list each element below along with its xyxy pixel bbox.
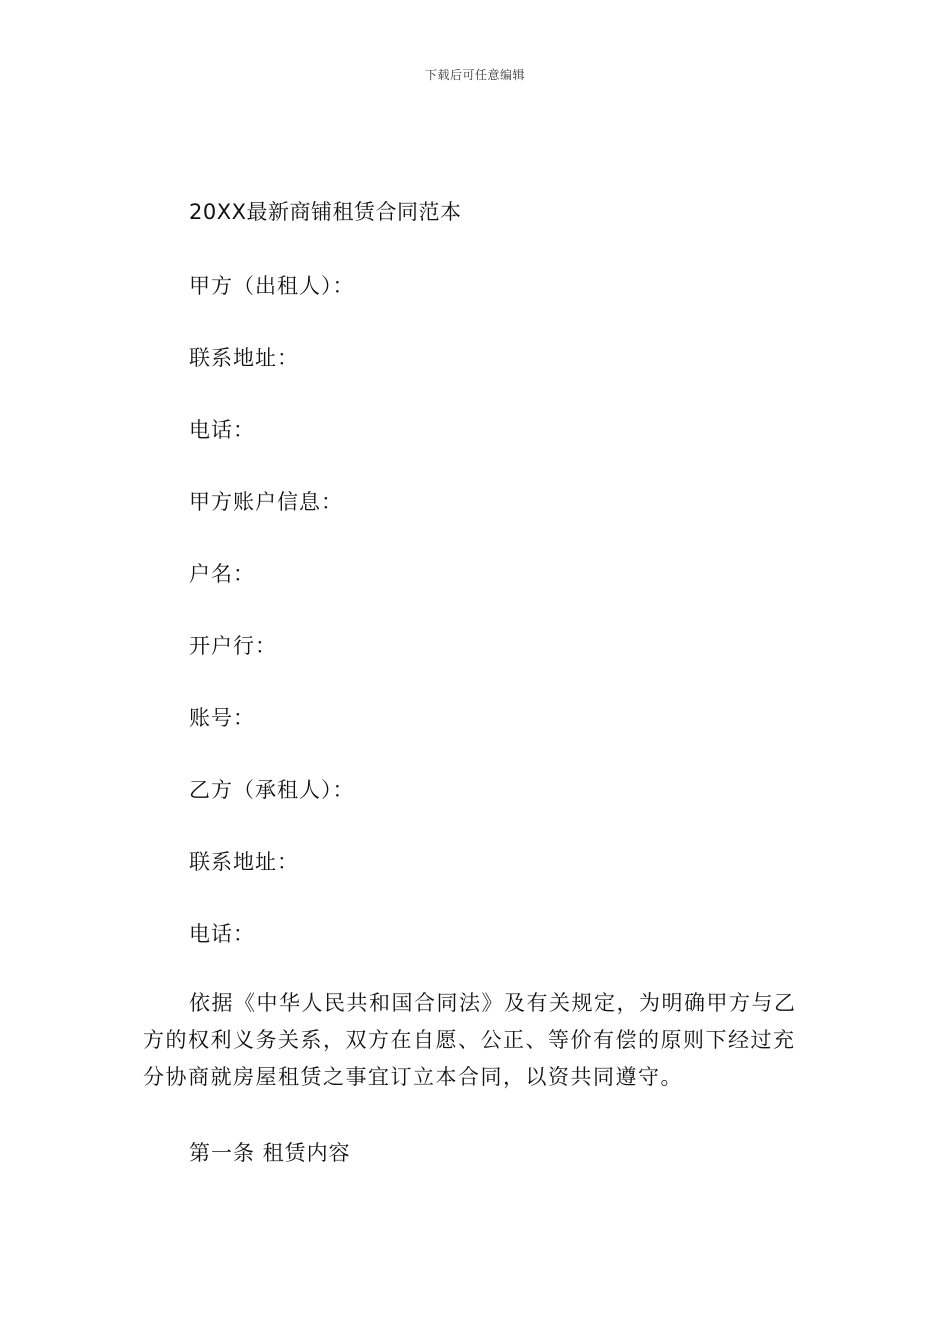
section-1-heading: 第一条 租赁内容 [189,1141,351,1165]
party-b-phone-label: 电话： [189,922,255,946]
party-b-address-label: 联系地址： [189,850,299,874]
intro-paragraph: 依据《中华人民共和国合同法》及有关规定，为明确甲方与乙方的权利义务关系，双方在自愿、公正、等价有偿的原则下经过充分协商就房屋租赁之事宜订立本合同，以资共同遵守。 [143,991,797,1089]
party-a-address-label: 联系地址： [189,346,299,370]
party-a-label: 甲方（出租人）： [189,274,355,298]
account-number-label: 账号： [189,706,255,730]
account-name-label: 户名： [189,562,255,586]
header-note: 下载后可任意编辑 [424,68,525,82]
party-a-phone-label: 电话： [189,418,255,442]
party-a-account-info-label: 甲方账户信息： [189,490,343,514]
party-b-label: 乙方（承租人）： [189,778,355,802]
bank-label: 开户行： [189,634,277,658]
document-title: 20XX最新商铺租赁合同范本 [189,200,462,224]
